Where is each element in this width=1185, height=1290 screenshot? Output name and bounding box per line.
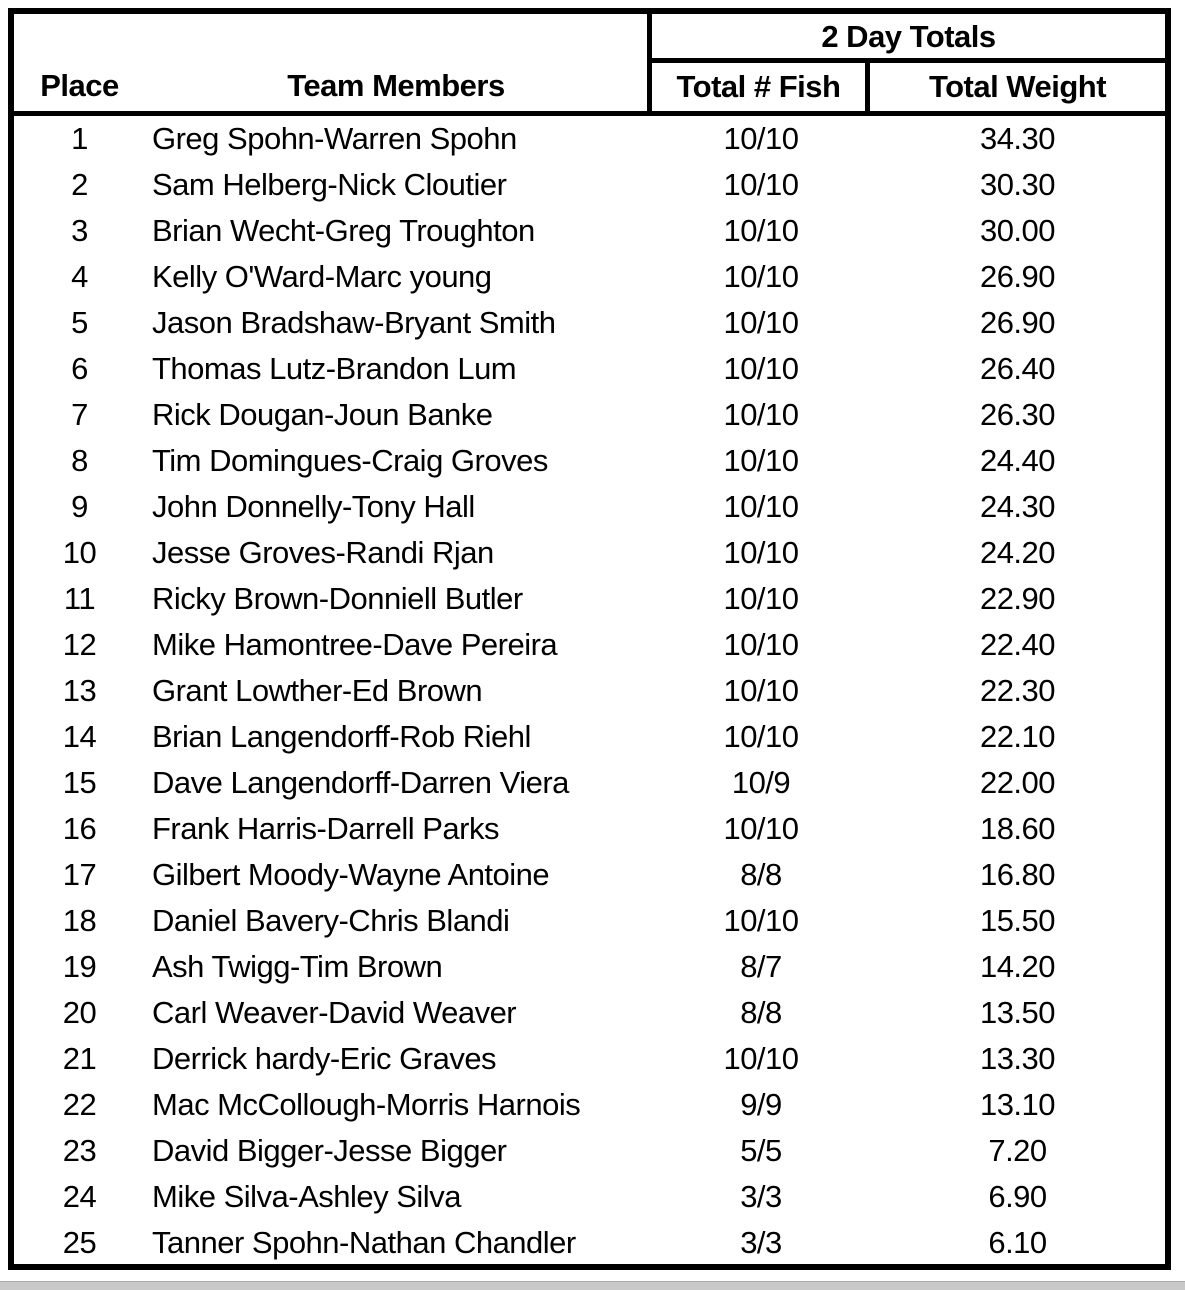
total-fish-cell: 10/10 xyxy=(723,397,799,432)
total-fish-cell: 9/9 xyxy=(740,1087,782,1122)
total-fish-cell: 10/10 xyxy=(723,351,799,386)
total-weight-cell: 26.90 xyxy=(979,259,1056,294)
place-cell: 19 xyxy=(62,949,97,984)
table-header xyxy=(14,14,1165,116)
table-body xyxy=(14,116,1165,1266)
place-cell: 5 xyxy=(71,305,88,340)
place-cell: 1 xyxy=(71,121,88,156)
team-members-cell: Frank Harris-Darrell Parks xyxy=(152,811,499,846)
total-weight-cell: 24.30 xyxy=(979,489,1056,524)
standings-table xyxy=(8,8,1171,1270)
column-header-place: Place xyxy=(40,68,119,103)
total-fish-cell: 10/10 xyxy=(723,811,799,846)
total-weight-cell: 15.50 xyxy=(979,903,1056,938)
total-fish-cell: 10/10 xyxy=(723,673,799,708)
place-cell: 2 xyxy=(71,167,88,202)
place-cell: 12 xyxy=(62,627,97,662)
team-members-cell: Jesse Groves-Randi Rjan xyxy=(152,535,494,570)
team-members-cell: Tim Domingues-Craig Groves xyxy=(152,443,548,478)
total-fish-cell: 10/10 xyxy=(723,627,799,662)
total-weight-cell: 30.30 xyxy=(979,167,1056,202)
place-cell: 14 xyxy=(62,719,97,754)
total-weight-cell: 22.90 xyxy=(979,581,1056,616)
table-row xyxy=(14,622,1165,668)
team-members-cell: Grant Lowther-Ed Brown xyxy=(152,673,483,708)
column-header-total-weight: Total Weight xyxy=(928,69,1107,104)
total-fish-cell: 10/10 xyxy=(723,535,799,570)
total-fish-cell: 5/5 xyxy=(740,1133,782,1168)
place-cell: 6 xyxy=(71,351,88,386)
place-cell: 11 xyxy=(63,581,96,616)
place-cell: 13 xyxy=(62,673,97,708)
team-members-cell: Thomas Lutz-Brandon Lum xyxy=(152,351,517,386)
total-fish-cell: 3/3 xyxy=(740,1225,782,1260)
table-row xyxy=(14,392,1165,438)
place-cell: 8 xyxy=(71,443,88,478)
table-row xyxy=(14,346,1165,392)
column-header-total-fish: Total # Fish xyxy=(652,63,870,111)
total-fish-cell: 10/10 xyxy=(723,121,799,156)
total-weight-cell: 22.10 xyxy=(979,719,1056,754)
total-weight-cell: 22.30 xyxy=(979,673,1056,708)
total-weight-cell: 22.40 xyxy=(979,627,1056,662)
place-cell: 22 xyxy=(62,1087,97,1122)
total-fish-cell: 8/8 xyxy=(740,995,782,1030)
team-members-cell: Jason Bradshaw-Bryant Smith xyxy=(152,305,556,340)
place-cell: 10 xyxy=(62,535,97,570)
total-weight-cell: 24.40 xyxy=(979,443,1056,478)
total-fish-cell: 10/10 xyxy=(723,489,799,524)
team-members-cell: Gilbert Moody-Wayne Antoine xyxy=(152,857,550,892)
place-cell: 25 xyxy=(62,1225,97,1260)
header-right-section xyxy=(652,14,1165,111)
total-fish-cell: 10/10 xyxy=(723,581,799,616)
total-weight-cell: 30.00 xyxy=(979,213,1056,248)
column-group-header-2-day-totals: 2 Day Totals xyxy=(652,14,1165,63)
team-members-cell: Tanner Spohn-Nathan Chandler xyxy=(152,1225,576,1260)
table-row xyxy=(14,852,1165,898)
table-row xyxy=(14,162,1165,208)
total-fish-cell: 10/9 xyxy=(731,765,791,800)
total-weight-cell: 6.90 xyxy=(988,1179,1047,1214)
table-row xyxy=(14,484,1165,530)
place-cell: 9 xyxy=(71,489,88,524)
team-members-cell: Mike Hamontree-Dave Pereira xyxy=(152,627,558,662)
total-weight-cell: 13.50 xyxy=(979,995,1056,1030)
team-members-cell: Mac McCollough-Morris Harnois xyxy=(152,1087,581,1122)
total-fish-cell: 10/10 xyxy=(723,443,799,478)
total-weight-cell: 13.30 xyxy=(979,1041,1056,1076)
table-row xyxy=(14,668,1165,714)
team-members-cell: David Bigger-Jesse Bigger xyxy=(152,1133,507,1168)
team-members-cell: Kelly O'Ward-Marc young xyxy=(152,259,492,294)
total-weight-cell: 16.80 xyxy=(979,857,1056,892)
table-row xyxy=(14,530,1165,576)
table-row xyxy=(14,944,1165,990)
team-members-cell: Sam Helberg-Nick Cloutier xyxy=(152,167,507,202)
total-fish-cell: 10/10 xyxy=(723,305,799,340)
place-cell: 21 xyxy=(62,1041,97,1076)
total-weight-cell: 34.30 xyxy=(979,121,1056,156)
total-fish-cell: 8/7 xyxy=(740,949,782,984)
total-weight-cell: 26.40 xyxy=(979,351,1056,386)
column-header-team-members: Team Members xyxy=(287,68,505,103)
team-members-cell: Brian Wecht-Greg Troughton xyxy=(152,213,535,248)
table-row xyxy=(14,300,1165,346)
place-cell: 18 xyxy=(62,903,97,938)
total-weight-cell: 14.20 xyxy=(979,949,1056,984)
total-fish-cell: 10/10 xyxy=(723,903,799,938)
team-members-cell: Carl Weaver-David Weaver xyxy=(152,995,517,1030)
total-fish-cell: 10/10 xyxy=(723,1041,799,1076)
total-fish-cell: 10/10 xyxy=(723,213,799,248)
place-cell: 7 xyxy=(71,397,88,432)
table-row xyxy=(14,1220,1165,1266)
table-row xyxy=(14,990,1165,1036)
table-row xyxy=(14,1128,1165,1174)
place-cell: 15 xyxy=(62,765,97,800)
total-fish-cell: 10/10 xyxy=(723,167,799,202)
place-cell: 20 xyxy=(62,995,97,1030)
team-members-cell: Derrick hardy-Eric Graves xyxy=(152,1041,497,1076)
place-cell: 3 xyxy=(71,213,88,248)
table-row xyxy=(14,1036,1165,1082)
total-fish-cell: 3/3 xyxy=(740,1179,782,1214)
total-weight-cell: 6.10 xyxy=(988,1225,1047,1260)
total-fish-cell: 8/8 xyxy=(740,857,782,892)
table-row xyxy=(14,898,1165,944)
table-row xyxy=(14,806,1165,852)
team-members-cell: Dave Langendorff-Darren Viera xyxy=(152,765,569,800)
table-row xyxy=(14,208,1165,254)
table-row xyxy=(14,1082,1165,1128)
place-cell: 4 xyxy=(71,259,88,294)
total-weight-cell: 22.00 xyxy=(979,765,1056,800)
place-cell: 24 xyxy=(62,1179,97,1214)
total-weight-cell: 7.20 xyxy=(988,1133,1047,1168)
team-members-cell: Daniel Bavery-Chris Blandi xyxy=(152,903,510,938)
team-members-cell: Ash Twigg-Tim Brown xyxy=(152,949,443,984)
page-bottom-bar xyxy=(0,1281,1185,1290)
total-weight-cell: 24.20 xyxy=(979,535,1056,570)
team-members-cell: Brian Langendorff-Rob Riehl xyxy=(152,719,531,754)
team-members-cell: Greg Spohn-Warren Spohn xyxy=(152,121,517,156)
team-members-cell: John Donnelly-Tony Hall xyxy=(152,489,475,524)
table-row xyxy=(14,760,1165,806)
table-row xyxy=(14,438,1165,484)
team-members-cell: Ricky Brown-Donniell Butler xyxy=(152,581,523,616)
header-sub-cells xyxy=(652,63,1165,111)
table-row xyxy=(14,714,1165,760)
place-cell: 17 xyxy=(62,857,97,892)
place-cell: 23 xyxy=(62,1133,97,1168)
total-weight-cell: 13.10 xyxy=(979,1087,1056,1122)
team-members-cell: Mike Silva-Ashley Silva xyxy=(152,1179,461,1214)
total-weight-cell: 26.30 xyxy=(979,397,1056,432)
total-fish-cell: 10/10 xyxy=(723,259,799,294)
total-weight-cell: 18.60 xyxy=(979,811,1056,846)
total-fish-cell: 10/10 xyxy=(723,719,799,754)
header-left-section xyxy=(14,14,652,111)
place-cell: 16 xyxy=(62,811,97,846)
total-weight-cell: 26.90 xyxy=(979,305,1056,340)
table-row xyxy=(14,1174,1165,1220)
table-row xyxy=(14,116,1165,162)
team-members-cell: Rick Dougan-Joun Banke xyxy=(152,397,493,432)
table-row xyxy=(14,254,1165,300)
table-row xyxy=(14,576,1165,622)
